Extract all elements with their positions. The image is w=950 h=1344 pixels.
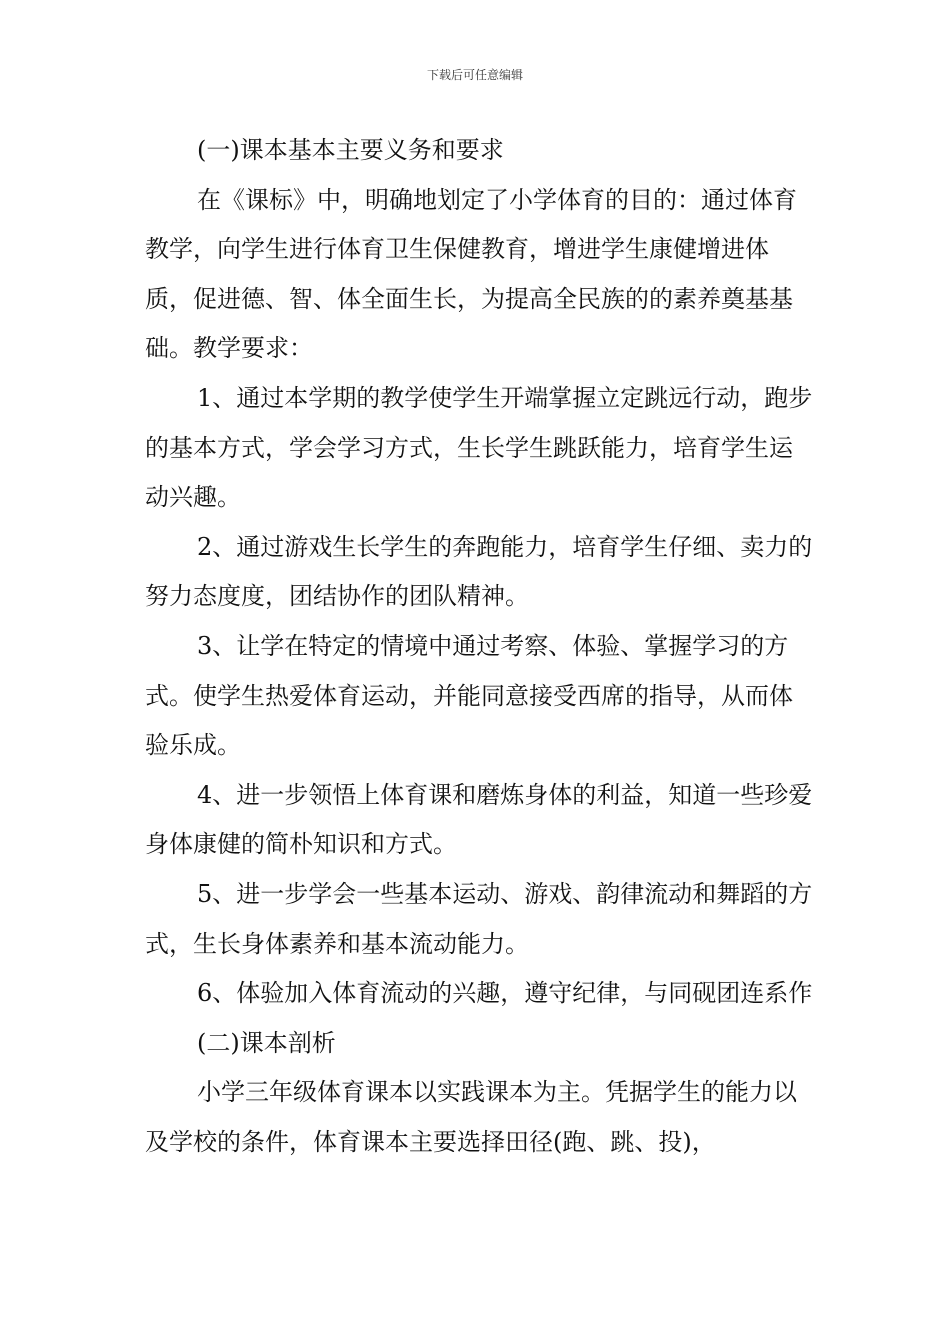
list-item-1: 1、通过本学期的教学使学生开端掌握立定跳远行动，跑步的基本方式，学会学习方式，生长学生跳跃能力，培育学生运动兴趣。: [145, 383, 813, 512]
list-item-2: 2、通过游戏生长学生的奔跑能力，培育学生仔细、卖力的努力态度度，团结协作的团队精神。: [145, 532, 813, 611]
list-item-5: 5、进一步学会一些基本运动、游戏、韵律流动和舞蹈的方式，生长身体素养和基本流动能力。: [145, 879, 813, 958]
paragraph-intro: 在《课标》中，明确地划定了小学体育的目的：通过体育教学，向学生进行体育卫生保健教育，增进学生康健增进体质，促进德、智、体全面生长，为提高全民族的的素养奠基基础。教学要求：: [145, 185, 797, 363]
section-heading-2: (二)课本剖析: [197, 1028, 336, 1057]
list-item-6: 6、体验加入体育流动的兴趣，遵守纪律，与同砚团连系作: [197, 979, 813, 1008]
page-header: 下载后可任意编辑: [426, 68, 523, 82]
document-body: [145, 126, 815, 1167]
paragraph-analysis: 小学三年级体育课本以实践课本为主。凭据学生的能力以及学校的条件，体育课本主要选择田径(跑、跳、投)，: [145, 1078, 797, 1156]
list-item-4: 4、进一步领悟上体育课和磨炼身体的利益，知道一些珍爱身体康健的简朴知识和方式。: [145, 780, 813, 859]
section-heading-1: (一)课本基本主要义务和要求: [197, 136, 504, 164]
list-item-3: 3、让学在特定的情境中通过考察、体验、掌握学习的方式。使学生热爱体育运动，并能同意接受西席的指导，从而体验乐成。: [145, 631, 793, 760]
